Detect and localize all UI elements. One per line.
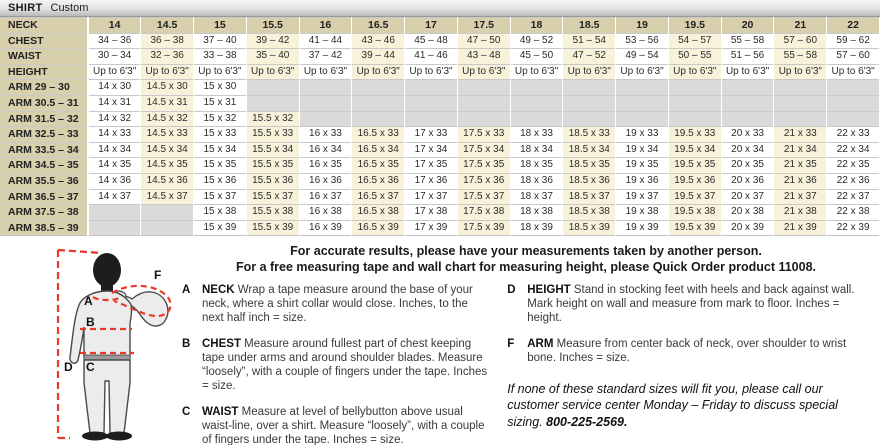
empty-cell — [246, 95, 299, 111]
size-cell: Up to 6'3" — [827, 64, 880, 80]
size-cell: 14.5 x 32 — [141, 111, 194, 127]
size-cell: 17 x 36 — [405, 173, 458, 189]
size-cell: 33 – 38 — [194, 49, 247, 65]
empty-cell — [246, 80, 299, 96]
figure-label-b: B — [86, 315, 95, 330]
size-cell: 16 x 34 — [299, 142, 352, 158]
size-cell: 19.5 x 33 — [668, 127, 721, 143]
empty-cell — [721, 80, 774, 96]
row-label: ARM 36.5 – 37 — [0, 189, 88, 205]
neck-size-header: 14 — [88, 18, 141, 34]
size-cell: 18.5 x 33 — [563, 127, 616, 143]
figure-label-d: D — [64, 360, 73, 375]
empty-cell — [668, 111, 721, 127]
empty-cell — [774, 111, 827, 127]
neck-size-header: 17.5 — [457, 18, 510, 34]
size-cell: 49 – 54 — [616, 49, 669, 65]
measuring-instructions — [0, 236, 880, 445]
size-cell: 19 x 35 — [616, 158, 669, 174]
size-cell: 15 x 30 — [194, 80, 247, 96]
neck-size-header: 18.5 — [563, 18, 616, 34]
neck-size-header: 16 — [299, 18, 352, 34]
size-cell: 18 x 39 — [510, 220, 563, 236]
special-sizing-text: If none of these standard sizes will fit you, please call our customer service center Monday – Friday to discuss special sizing. — [507, 382, 838, 429]
instruction-text: Measure at level of bellybutton above usual waist-line, over a shirt. Measure “loosely”, with a couple of fingers under the tape. Inches = size. — [202, 405, 485, 445]
size-cell: 19.5 x 39 — [668, 220, 721, 236]
size-cell: 15.5 x 34 — [246, 142, 299, 158]
table-row — [0, 49, 880, 65]
size-cell: 20 x 36 — [721, 173, 774, 189]
size-cell: 14 x 35 — [88, 158, 141, 174]
size-cell: 14 x 32 — [88, 111, 141, 127]
table-row — [0, 127, 880, 143]
size-cell: 20 x 33 — [721, 127, 774, 143]
size-cell: 14 x 30 — [88, 80, 141, 96]
size-cell: 14.5 x 31 — [141, 95, 194, 111]
neck-size-header: 16.5 — [352, 18, 405, 34]
size-cell: 15.5 x 32 — [246, 111, 299, 127]
empty-cell — [352, 95, 405, 111]
instruction-text: Stand in stocking feet with heels and back against wall. Mark height on wall and measure from mark to floor. Inches = height. — [527, 283, 855, 325]
size-cell: Up to 6'3" — [721, 64, 774, 80]
size-table — [0, 17, 880, 236]
size-cell: 19.5 x 35 — [668, 158, 721, 174]
empty-cell — [88, 205, 141, 221]
row-label: ARM 29 – 30 — [0, 80, 88, 96]
row-label: ARM 38.5 – 39 — [0, 220, 88, 236]
empty-cell — [721, 111, 774, 127]
figure-foot-right — [106, 432, 132, 441]
size-cell: Up to 6'3" — [88, 64, 141, 80]
intro-line-2: For a free measuring tape and wall chart for measuring height, please Quick Order product 11008. — [235, 260, 817, 275]
figure-label-f: F — [154, 268, 162, 283]
size-cell: 15 x 31 — [194, 95, 247, 111]
size-cell: 16 x 33 — [299, 127, 352, 143]
size-cell: 16 x 39 — [299, 220, 352, 236]
empty-cell — [352, 111, 405, 127]
size-cell: 21 x 39 — [774, 220, 827, 236]
size-cell: 19.5 x 34 — [668, 142, 721, 158]
neck-size-header: 14.5 — [141, 18, 194, 34]
table-row — [0, 80, 880, 96]
empty-cell — [510, 80, 563, 96]
size-cell: 30 – 34 — [88, 49, 141, 65]
size-cell: 21 x 37 — [774, 189, 827, 205]
instruction-term: CHEST — [202, 337, 245, 350]
measurement-figure-wrap — [0, 241, 180, 445]
empty-cell — [774, 80, 827, 96]
row-label: ARM 32.5 – 33 — [0, 127, 88, 143]
neck-size-header: 18 — [510, 18, 563, 34]
neck-size-header: 19.5 — [668, 18, 721, 34]
size-cell: 14.5 x 35 — [141, 158, 194, 174]
row-label: ARM 33.5 – 34 — [0, 142, 88, 158]
size-cell: 19.5 x 38 — [668, 205, 721, 221]
size-cell: 17 x 33 — [405, 127, 458, 143]
row-label: ARM 31.5 – 32 — [0, 111, 88, 127]
neck-size-header: 22 — [827, 18, 880, 34]
empty-cell — [299, 95, 352, 111]
size-cell: 16.5 x 39 — [352, 220, 405, 236]
empty-cell — [141, 220, 194, 236]
table-row — [0, 64, 880, 80]
size-cell: 18 x 38 — [510, 205, 563, 221]
instruction-chest — [180, 337, 487, 394]
size-cell: 20 x 38 — [721, 205, 774, 221]
size-cell: 45 – 50 — [510, 49, 563, 65]
size-cell: 15.5 x 37 — [246, 189, 299, 205]
figure-label-a: A — [84, 294, 93, 309]
size-cell: 18.5 x 34 — [563, 142, 616, 158]
size-cell: 15 x 37 — [194, 189, 247, 205]
size-cell: 18.5 x 38 — [563, 205, 616, 221]
size-cell: 55 – 58 — [721, 33, 774, 49]
size-cell: 15.5 x 33 — [246, 127, 299, 143]
table-row — [0, 142, 880, 158]
size-cell: Up to 6'3" — [141, 64, 194, 80]
instructions-content — [180, 241, 880, 445]
size-cell: 37 – 40 — [194, 33, 247, 49]
size-cell: 14 x 34 — [88, 142, 141, 158]
size-cell: 22 x 39 — [827, 220, 880, 236]
size-cell: 22 x 35 — [827, 158, 880, 174]
empty-cell — [616, 80, 669, 96]
size-cell: 14.5 x 34 — [141, 142, 194, 158]
size-cell: 16.5 x 34 — [352, 142, 405, 158]
instruction-letter: C — [182, 405, 191, 418]
instruction-term: HEIGHT — [527, 283, 574, 296]
chart-title: SHIRT — [8, 2, 43, 14]
empty-cell — [352, 80, 405, 96]
row-label: ARM 30.5 – 31 — [0, 95, 88, 111]
empty-cell — [405, 111, 458, 127]
size-cell: 17 x 38 — [405, 205, 458, 221]
size-cell: 17.5 x 39 — [457, 220, 510, 236]
instruction-letter: A — [182, 283, 191, 296]
empty-cell — [563, 111, 616, 127]
size-cell: 14 x 31 — [88, 95, 141, 111]
size-cell: 57 – 60 — [774, 33, 827, 49]
size-cell: 16.5 x 35 — [352, 158, 405, 174]
row-label: HEIGHT — [0, 64, 88, 80]
row-label: ARM 34.5 – 35 — [0, 158, 88, 174]
size-cell: 16 x 38 — [299, 205, 352, 221]
size-cell: 22 x 34 — [827, 142, 880, 158]
neck-size-header: 19 — [616, 18, 669, 34]
instruction-height — [505, 283, 868, 326]
chart-subtitle: Custom — [50, 2, 89, 14]
size-cell: 17.5 x 38 — [457, 205, 510, 221]
size-cell: 19 x 37 — [616, 189, 669, 205]
size-cell: 45 – 48 — [405, 33, 458, 49]
size-cell: Up to 6'3" — [457, 64, 510, 80]
table-row — [0, 95, 880, 111]
size-cell: 51 – 56 — [721, 49, 774, 65]
size-cell: 14.5 x 36 — [141, 173, 194, 189]
neck-size-header: 20 — [721, 18, 774, 34]
size-cell: 19.5 x 36 — [668, 173, 721, 189]
size-cell: 15.5 x 39 — [246, 220, 299, 236]
size-cell: 18.5 x 35 — [563, 158, 616, 174]
neck-size-header: 15.5 — [246, 18, 299, 34]
size-cell: 15.5 x 35 — [246, 158, 299, 174]
size-cell: 55 – 58 — [774, 49, 827, 65]
size-cell: 53 – 56 — [616, 33, 669, 49]
size-cell: 51 – 54 — [563, 33, 616, 49]
size-cell: 14 x 37 — [88, 189, 141, 205]
size-cell: 14 x 36 — [88, 173, 141, 189]
table-row — [0, 158, 880, 174]
size-cell: Up to 6'3" — [194, 64, 247, 80]
table-row — [0, 220, 880, 236]
size-cell: 17.5 x 37 — [457, 189, 510, 205]
size-cell: 17 x 37 — [405, 189, 458, 205]
size-cell: 18.5 x 39 — [563, 220, 616, 236]
size-cell: 15 x 38 — [194, 205, 247, 221]
size-cell: Up to 6'3" — [668, 64, 721, 80]
empty-cell — [457, 80, 510, 96]
size-cell: 17 x 39 — [405, 220, 458, 236]
size-cell: 19 x 34 — [616, 142, 669, 158]
size-cell: 39 – 42 — [246, 33, 299, 49]
instruction-term: ARM — [527, 337, 557, 350]
empty-cell — [616, 95, 669, 111]
row-label: WAIST — [0, 49, 88, 65]
size-cell: 18 x 37 — [510, 189, 563, 205]
row-label-neck: NECK — [0, 18, 88, 34]
size-cell: 21 x 38 — [774, 205, 827, 221]
size-cell: 17.5 x 33 — [457, 127, 510, 143]
measurement-figure — [8, 243, 174, 443]
table-row — [0, 189, 880, 205]
chart-title-bar — [0, 0, 880, 17]
size-cell: 22 x 33 — [827, 127, 880, 143]
size-cell: 16 x 37 — [299, 189, 352, 205]
customer-service-phone: 800-225-2569. — [546, 414, 628, 429]
size-cell: 21 x 34 — [774, 142, 827, 158]
size-cell: 21 x 36 — [774, 173, 827, 189]
size-cell: 15 x 35 — [194, 158, 247, 174]
size-cell: 22 x 38 — [827, 205, 880, 221]
empty-cell — [721, 95, 774, 111]
empty-cell — [827, 80, 880, 96]
size-cell: 15 x 39 — [194, 220, 247, 236]
instruction-letter: F — [507, 337, 515, 350]
instructions-right — [505, 283, 872, 445]
size-cell: 17.5 x 35 — [457, 158, 510, 174]
size-cell: 16.5 x 37 — [352, 189, 405, 205]
size-cell: 19.5 x 37 — [668, 189, 721, 205]
empty-cell — [405, 80, 458, 96]
size-cell: 18 x 34 — [510, 142, 563, 158]
size-cell: 14.5 x 30 — [141, 80, 194, 96]
size-cell: 16.5 x 38 — [352, 205, 405, 221]
size-cell: 39 – 44 — [352, 49, 405, 65]
empty-cell — [141, 205, 194, 221]
neck-size-header: 17 — [405, 18, 458, 34]
empty-cell — [457, 95, 510, 111]
size-cell: 49 – 52 — [510, 33, 563, 49]
instruction-letter: D — [507, 283, 516, 296]
size-cell: 37 – 42 — [299, 49, 352, 65]
empty-cell — [563, 80, 616, 96]
size-cell: 19 x 39 — [616, 220, 669, 236]
size-cell: 15 x 33 — [194, 127, 247, 143]
empty-cell — [405, 95, 458, 111]
size-cell: 19 x 38 — [616, 205, 669, 221]
size-cell: 36 – 38 — [141, 33, 194, 49]
empty-cell — [563, 95, 616, 111]
instruction-neck — [180, 283, 487, 326]
row-label: CHEST — [0, 33, 88, 49]
size-cell: 17 x 35 — [405, 158, 458, 174]
size-cell: 17.5 x 36 — [457, 173, 510, 189]
size-cell: Up to 6'3" — [405, 64, 458, 80]
size-cell: 19 x 33 — [616, 127, 669, 143]
size-cell: 17.5 x 34 — [457, 142, 510, 158]
size-cell: 14.5 x 37 — [141, 189, 194, 205]
instruction-text: Wrap a tape measure around the base of your neck, where a shirt collar would close. Inches, to the next half inch = size. — [202, 283, 473, 325]
instruction-term: NECK — [202, 283, 238, 296]
table-row — [0, 205, 880, 221]
size-cell: 16.5 x 36 — [352, 173, 405, 189]
empty-cell — [774, 95, 827, 111]
size-cell: 41 – 44 — [299, 33, 352, 49]
instruction-text: Measure around fullest part of chest keeping tape under arms and around shoulder blades. Measure “loosely”, with a couple of fingers under the tape. Inches = size. — [202, 337, 488, 393]
size-cell: 18 x 36 — [510, 173, 563, 189]
special-sizing-note — [505, 381, 868, 430]
instruction-term: WAIST — [202, 405, 242, 418]
size-cell: 59 – 62 — [827, 33, 880, 49]
size-cell: Up to 6'3" — [246, 64, 299, 80]
size-cell: 20 x 39 — [721, 220, 774, 236]
instructions-left — [180, 283, 505, 445]
size-cell: 18 x 35 — [510, 158, 563, 174]
size-cell: 16 x 35 — [299, 158, 352, 174]
size-cell: 14.5 x 33 — [141, 127, 194, 143]
neck-header-row — [0, 18, 880, 34]
table-row — [0, 33, 880, 49]
instruction-text: Measure from center back of neck, over shoulder to wrist bone. Inches = size. — [527, 337, 847, 364]
size-cell: 14 x 33 — [88, 127, 141, 143]
size-cell: 34 – 36 — [88, 33, 141, 49]
size-cell: 35 – 40 — [246, 49, 299, 65]
size-table-body — [0, 18, 880, 236]
size-cell: 16 x 36 — [299, 173, 352, 189]
empty-cell — [668, 80, 721, 96]
table-row — [0, 173, 880, 189]
intro-text — [180, 244, 872, 275]
size-cell: 20 x 35 — [721, 158, 774, 174]
size-cell: 21 x 33 — [774, 127, 827, 143]
instruction-waist — [180, 405, 487, 445]
size-cell: 15 x 34 — [194, 142, 247, 158]
empty-cell — [299, 80, 352, 96]
size-cell: 43 – 46 — [352, 33, 405, 49]
size-cell: 18 x 33 — [510, 127, 563, 143]
size-cell: 18.5 x 36 — [563, 173, 616, 189]
instruction-letter: B — [182, 337, 191, 350]
size-cell: 15 x 36 — [194, 173, 247, 189]
size-cell: Up to 6'3" — [352, 64, 405, 80]
size-cell: 20 x 37 — [721, 189, 774, 205]
empty-cell — [827, 95, 880, 111]
instruction-arm — [505, 337, 868, 366]
size-cell: 21 x 35 — [774, 158, 827, 174]
size-cell: 22 x 37 — [827, 189, 880, 205]
empty-cell — [827, 111, 880, 127]
empty-cell — [88, 220, 141, 236]
row-label: ARM 35.5 – 36 — [0, 173, 88, 189]
size-cell: Up to 6'3" — [774, 64, 827, 80]
size-cell: 20 x 34 — [721, 142, 774, 158]
size-cell: 18.5 x 37 — [563, 189, 616, 205]
size-cell: 19 x 36 — [616, 173, 669, 189]
table-row — [0, 111, 880, 127]
empty-cell — [510, 111, 563, 127]
size-cell: 47 – 50 — [457, 33, 510, 49]
size-cell: Up to 6'3" — [563, 64, 616, 80]
size-cell: 15.5 x 36 — [246, 173, 299, 189]
size-cell: 32 – 36 — [141, 49, 194, 65]
empty-cell — [457, 111, 510, 127]
size-cell: 47 – 52 — [563, 49, 616, 65]
empty-cell — [616, 111, 669, 127]
size-cell: Up to 6'3" — [299, 64, 352, 80]
size-cell: 22 x 36 — [827, 173, 880, 189]
size-cell: 54 – 57 — [668, 33, 721, 49]
empty-cell — [510, 95, 563, 111]
size-cell: 41 – 46 — [405, 49, 458, 65]
figure-label-c: C — [86, 360, 95, 375]
size-cell: 57 – 60 — [827, 49, 880, 65]
neck-size-header: 15 — [194, 18, 247, 34]
figure-foot-left — [82, 432, 108, 441]
neck-size-header: 21 — [774, 18, 827, 34]
size-cell: 15 x 32 — [194, 111, 247, 127]
size-cell: 43 – 48 — [457, 49, 510, 65]
empty-cell — [299, 111, 352, 127]
size-cell: Up to 6'3" — [616, 64, 669, 80]
size-cell: 50 – 55 — [668, 49, 721, 65]
size-cell: 16.5 x 33 — [352, 127, 405, 143]
size-cell: 15.5 x 38 — [246, 205, 299, 221]
size-cell: 17 x 34 — [405, 142, 458, 158]
empty-cell — [668, 95, 721, 111]
size-cell: Up to 6'3" — [510, 64, 563, 80]
row-label: ARM 37.5 – 38 — [0, 205, 88, 221]
intro-line-1: For accurate results, please have your measurements taken by another person. — [290, 244, 762, 259]
